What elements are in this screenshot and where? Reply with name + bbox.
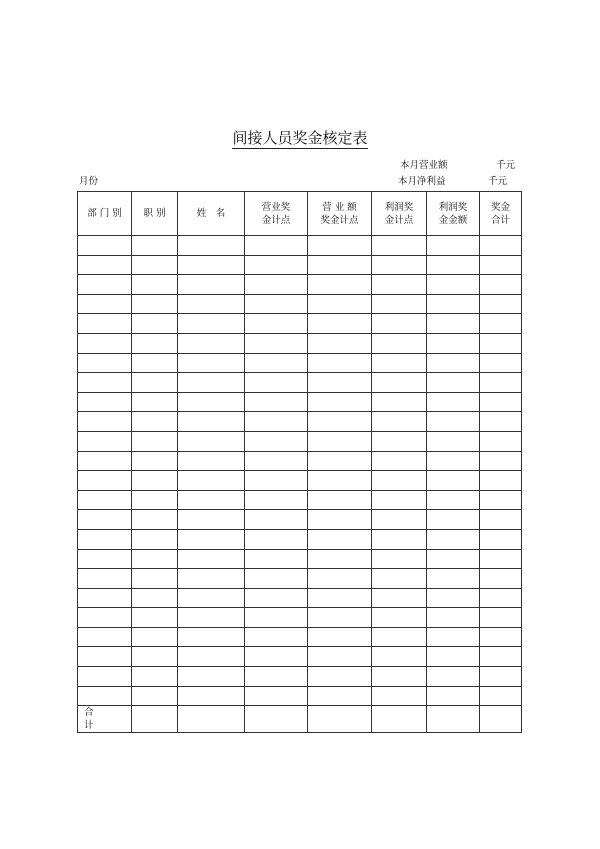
table-cell[interactable] — [372, 588, 427, 608]
table-cell[interactable] — [427, 588, 480, 608]
table-cell[interactable] — [480, 275, 522, 295]
table-cell[interactable] — [308, 333, 372, 353]
table-cell[interactable] — [245, 490, 308, 510]
table-cell[interactable] — [132, 471, 178, 491]
table-cell[interactable] — [372, 255, 427, 275]
table-cell[interactable] — [78, 529, 132, 549]
table-cell[interactable] — [245, 333, 308, 353]
table-body — [78, 236, 522, 706]
table-cell[interactable] — [245, 549, 308, 569]
table-cell[interactable] — [372, 333, 427, 353]
header-profit-bonus-points — [372, 192, 427, 236]
table-cell[interactable] — [480, 529, 522, 549]
table-cell[interactable] — [132, 373, 178, 393]
table-row — [78, 490, 522, 510]
table-cell[interactable] — [245, 647, 308, 667]
table-row — [78, 667, 522, 687]
table-cell[interactable] — [480, 549, 522, 569]
table-cell[interactable] — [78, 373, 132, 393]
table-cell[interactable] — [427, 667, 480, 687]
table-cell[interactable] — [427, 647, 480, 667]
table-cell[interactable] — [178, 510, 245, 530]
header-sales-amount-bonus-points-line2: 奖金计点 — [320, 214, 359, 226]
table-cell[interactable] — [78, 569, 132, 589]
table-cell[interactable] — [78, 627, 132, 647]
header-row — [78, 192, 522, 236]
table-cell[interactable] — [132, 647, 178, 667]
table-cell[interactable] — [480, 608, 522, 628]
table-row — [78, 236, 522, 256]
form-title-text: 间接人员奖金核定表 — [232, 129, 368, 147]
profit-unit: 千元 — [488, 176, 508, 187]
table-row — [78, 314, 522, 334]
table-cell[interactable] — [178, 588, 245, 608]
table-cell[interactable] — [480, 510, 522, 530]
table-cell[interactable] — [308, 588, 372, 608]
table-cell[interactable] — [132, 353, 178, 373]
table-cell[interactable] — [245, 627, 308, 647]
table-cell[interactable] — [132, 314, 178, 334]
table-row — [78, 510, 522, 530]
table-cell[interactable] — [245, 667, 308, 687]
table-cell[interactable] — [372, 392, 427, 412]
table-cell[interactable] — [132, 627, 178, 647]
table-cell[interactable] — [308, 627, 372, 647]
table-row — [78, 353, 522, 373]
table-cell[interactable] — [245, 373, 308, 393]
table-row — [78, 549, 522, 569]
table-cell[interactable] — [480, 490, 522, 510]
table-row — [78, 647, 522, 667]
total-cell[interactable] — [132, 706, 178, 733]
table-cell[interactable] — [308, 392, 372, 412]
table-cell[interactable] — [132, 529, 178, 549]
table-cell[interactable] — [78, 510, 132, 530]
table-cell[interactable] — [178, 608, 245, 628]
table-cell[interactable] — [480, 294, 522, 314]
table-row — [78, 608, 522, 628]
table-cell[interactable] — [308, 431, 372, 451]
table-cell[interactable] — [372, 412, 427, 432]
table-cell[interactable] — [427, 333, 480, 353]
table-row — [78, 333, 522, 353]
table-cell[interactable] — [132, 686, 178, 706]
table-cell[interactable] — [178, 255, 245, 275]
table-row — [78, 471, 522, 491]
table-cell[interactable] — [78, 471, 132, 491]
header-profit-bonus-amount-line1: 利润奖 — [438, 201, 468, 213]
table-cell[interactable] — [372, 373, 427, 393]
table-cell[interactable] — [372, 275, 427, 295]
table-cell[interactable] — [480, 471, 522, 491]
table-cell[interactable] — [78, 294, 132, 314]
table-cell[interactable] — [372, 667, 427, 687]
table-cell[interactable] — [245, 529, 308, 549]
table-cell[interactable] — [308, 569, 372, 589]
table-cell[interactable] — [480, 686, 522, 706]
table-cell[interactable] — [372, 529, 427, 549]
table-cell[interactable] — [245, 392, 308, 412]
table-cell[interactable] — [427, 627, 480, 647]
table-cell[interactable] — [132, 255, 178, 275]
table-cell[interactable] — [78, 549, 132, 569]
total-cell[interactable] — [480, 706, 522, 733]
profit-label: 本月净利益 — [398, 176, 446, 187]
table-cell[interactable] — [132, 451, 178, 471]
table-cell[interactable] — [245, 608, 308, 628]
table-row — [78, 373, 522, 393]
table-cell[interactable] — [308, 294, 372, 314]
table-cell[interactable] — [178, 686, 245, 706]
table-row — [78, 392, 522, 412]
table-cell[interactable] — [78, 333, 132, 353]
table-cell[interactable] — [480, 451, 522, 471]
table-cell[interactable] — [78, 686, 132, 706]
table-cell[interactable] — [132, 510, 178, 530]
header-profit-bonus-amount-line2: 金金额 — [438, 214, 468, 226]
table-cell[interactable] — [308, 275, 372, 295]
header-sales-amount-bonus-points-line1: 营 业 额 — [322, 201, 357, 213]
table-cell[interactable] — [245, 686, 308, 706]
table-cell[interactable] — [245, 510, 308, 530]
table-cell[interactable] — [178, 294, 245, 314]
table-cell[interactable] — [480, 353, 522, 373]
table-cell[interactable] — [178, 471, 245, 491]
table-cell[interactable] — [308, 549, 372, 569]
table-cell[interactable] — [245, 412, 308, 432]
table-cell[interactable] — [427, 373, 480, 393]
table-cell[interactable] — [178, 667, 245, 687]
table-cell[interactable] — [427, 353, 480, 373]
table-cell[interactable] — [78, 608, 132, 628]
table-cell[interactable] — [308, 373, 372, 393]
table-cell[interactable] — [427, 294, 480, 314]
table-cell[interactable] — [132, 294, 178, 314]
table-cell[interactable] — [372, 490, 427, 510]
table-cell[interactable] — [178, 275, 245, 295]
table-cell[interactable] — [132, 549, 178, 569]
table-cell[interactable] — [78, 647, 132, 667]
header-name-line1: 姓 名 — [196, 208, 226, 219]
table-cell[interactable] — [427, 236, 480, 256]
table-cell[interactable] — [178, 431, 245, 451]
table-cell[interactable] — [178, 236, 245, 256]
table-cell[interactable] — [480, 333, 522, 353]
header-profit-bonus-amount — [427, 192, 480, 236]
table-cell[interactable] — [308, 236, 372, 256]
header-sales-amount-bonus-points — [308, 192, 372, 236]
table-cell[interactable] — [178, 529, 245, 549]
total-cell[interactable] — [372, 706, 427, 733]
table-cell[interactable] — [178, 314, 245, 334]
table-cell[interactable] — [308, 471, 372, 491]
table-cell[interactable] — [132, 333, 178, 353]
table-cell[interactable] — [245, 255, 308, 275]
table-cell[interactable] — [132, 588, 178, 608]
revenue-unit: 千元 — [496, 160, 516, 171]
table-cell[interactable] — [245, 275, 308, 295]
table-cell[interactable] — [427, 686, 480, 706]
table-cell[interactable] — [480, 588, 522, 608]
table-row — [78, 294, 522, 314]
table-row — [78, 255, 522, 275]
table-cell[interactable] — [245, 431, 308, 451]
table-cell[interactable] — [372, 569, 427, 589]
table-cell[interactable] — [178, 412, 245, 432]
header-profit-bonus-points-line1: 利润奖 — [384, 201, 414, 213]
table-cell[interactable] — [245, 314, 308, 334]
table-row — [78, 627, 522, 647]
header-name — [178, 192, 245, 236]
table-cell[interactable] — [372, 627, 427, 647]
table-cell[interactable] — [132, 608, 178, 628]
table-cell[interactable] — [427, 275, 480, 295]
table-cell[interactable] — [372, 471, 427, 491]
table-cell[interactable] — [178, 569, 245, 589]
table-cell[interactable] — [78, 314, 132, 334]
table-cell[interactable] — [178, 333, 245, 353]
table-row — [78, 588, 522, 608]
table-cell[interactable] — [78, 431, 132, 451]
table-cell[interactable] — [480, 314, 522, 334]
table-cell[interactable] — [480, 392, 522, 412]
table-cell[interactable] — [427, 510, 480, 530]
header-department-line1: 部 门 别 — [87, 208, 122, 219]
table-row — [78, 686, 522, 706]
table-cell[interactable] — [427, 471, 480, 491]
table-cell[interactable] — [308, 686, 372, 706]
table-cell[interactable] — [132, 392, 178, 412]
table-cell[interactable] — [245, 451, 308, 471]
table-cell[interactable] — [245, 236, 308, 256]
table-cell[interactable] — [372, 431, 427, 451]
table-cell[interactable] — [132, 412, 178, 432]
table-cell[interactable] — [132, 667, 178, 687]
table-cell[interactable] — [178, 627, 245, 647]
table-cell[interactable] — [427, 490, 480, 510]
table-cell[interactable] — [308, 667, 372, 687]
header-position — [132, 192, 178, 236]
table-row — [78, 529, 522, 549]
form-title — [0, 128, 600, 148]
table-cell[interactable] — [480, 255, 522, 275]
table-cell[interactable] — [78, 667, 132, 687]
table-cell[interactable] — [372, 353, 427, 373]
table-cell[interactable] — [372, 510, 427, 530]
table-cell[interactable] — [78, 412, 132, 432]
header-bonus-total-line2: 合计 — [490, 214, 510, 226]
table-cell[interactable] — [78, 490, 132, 510]
total-cell[interactable] — [427, 706, 480, 733]
table-cell[interactable] — [308, 353, 372, 373]
table-cell[interactable] — [245, 353, 308, 373]
table-cell[interactable] — [427, 608, 480, 628]
table-row — [78, 412, 522, 432]
table-cell[interactable] — [480, 627, 522, 647]
table-cell[interactable] — [78, 451, 132, 471]
table-cell[interactable] — [480, 647, 522, 667]
table-cell[interactable] — [245, 588, 308, 608]
table-cell[interactable] — [132, 490, 178, 510]
month-label: 月份 — [79, 176, 99, 187]
header-sales-bonus-points-line1: 营业奖 — [261, 201, 291, 213]
header-position-line1: 职 别 — [143, 208, 166, 219]
table-cell[interactable] — [308, 529, 372, 549]
table-cell[interactable] — [78, 275, 132, 295]
table-cell[interactable] — [308, 255, 372, 275]
table-cell[interactable] — [308, 647, 372, 667]
total-row — [78, 706, 522, 733]
total-cell[interactable] — [245, 706, 308, 733]
table-cell[interactable] — [132, 569, 178, 589]
table-cell[interactable] — [78, 255, 132, 275]
table-cell[interactable] — [427, 392, 480, 412]
table-cell[interactable] — [178, 490, 245, 510]
table-cell[interactable] — [480, 236, 522, 256]
table-row — [78, 569, 522, 589]
table-cell[interactable] — [245, 294, 308, 314]
header-sales-bonus-points — [245, 192, 308, 236]
total-cell[interactable] — [308, 706, 372, 733]
table-cell[interactable] — [427, 529, 480, 549]
table-cell[interactable] — [132, 275, 178, 295]
table-cell[interactable] — [78, 353, 132, 373]
table-cell[interactable] — [372, 314, 427, 334]
table-cell[interactable] — [132, 236, 178, 256]
table-cell[interactable] — [480, 412, 522, 432]
header-department — [78, 192, 132, 236]
table-row — [78, 451, 522, 471]
table-cell[interactable] — [372, 294, 427, 314]
table-cell[interactable] — [308, 510, 372, 530]
header-profit-bonus-points-line2: 金计点 — [384, 214, 414, 226]
table-cell[interactable] — [308, 490, 372, 510]
table-cell[interactable] — [178, 353, 245, 373]
table-cell[interactable] — [480, 569, 522, 589]
table-row — [78, 431, 522, 451]
table-cell[interactable] — [178, 373, 245, 393]
table-cell[interactable] — [308, 314, 372, 334]
table-cell[interactable] — [480, 667, 522, 687]
table-cell[interactable] — [480, 373, 522, 393]
total-cell[interactable] — [178, 706, 245, 733]
table-row — [78, 275, 522, 295]
table-cell[interactable] — [427, 255, 480, 275]
table-cell[interactable] — [78, 588, 132, 608]
table-cell[interactable] — [372, 549, 427, 569]
table-cell[interactable] — [308, 412, 372, 432]
table-cell[interactable] — [132, 431, 178, 451]
table-cell[interactable] — [245, 471, 308, 491]
table-cell[interactable] — [427, 412, 480, 432]
table-cell[interactable] — [480, 431, 522, 451]
table-cell[interactable] — [372, 686, 427, 706]
header-bonus-total — [480, 192, 522, 236]
table-cell[interactable] — [427, 314, 480, 334]
table-cell[interactable] — [427, 549, 480, 569]
header-sales-bonus-points-line2: 金计点 — [261, 214, 291, 226]
table-cell[interactable] — [178, 647, 245, 667]
table-cell[interactable] — [427, 431, 480, 451]
bonus-table — [77, 191, 522, 733]
table-cell[interactable] — [78, 236, 132, 256]
table-cell[interactable] — [78, 392, 132, 412]
table-cell[interactable] — [372, 647, 427, 667]
table-cell[interactable] — [372, 236, 427, 256]
table-cell[interactable] — [178, 549, 245, 569]
table-cell[interactable] — [372, 451, 427, 471]
header-bonus-total-line1: 奖金 — [490, 201, 510, 213]
table-cell[interactable] — [245, 569, 308, 589]
table-cell[interactable] — [308, 608, 372, 628]
total-label: 合 计 — [78, 706, 132, 733]
table-cell[interactable] — [178, 451, 245, 471]
table-cell[interactable] — [427, 569, 480, 589]
table-cell[interactable] — [178, 392, 245, 412]
table-cell[interactable] — [427, 451, 480, 471]
table-cell[interactable] — [372, 608, 427, 628]
revenue-label: 本月营业额 — [400, 160, 448, 171]
table-cell[interactable] — [308, 451, 372, 471]
